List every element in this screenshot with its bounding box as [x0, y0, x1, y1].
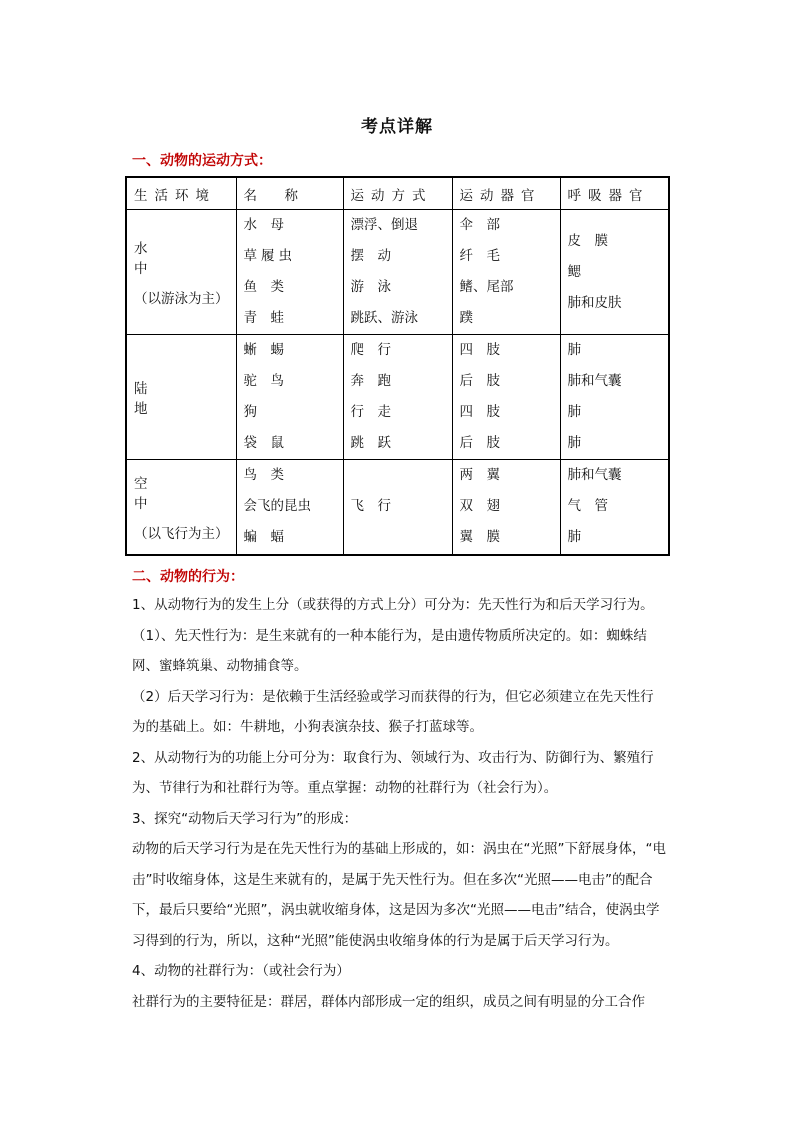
header-env: 生活环境 [126, 177, 236, 210]
breathing-organ: 肺 [567, 342, 581, 358]
organ: 四 肢 [459, 342, 500, 358]
animal-name: 鸟 类 [243, 467, 284, 484]
page-title: 考点详解 [361, 117, 433, 137]
movement: 漂浮、倒退 [350, 217, 418, 233]
animal-name: 鱼 类 [243, 279, 284, 295]
table-row-water [126, 210, 669, 335]
organ: 两 翼 [459, 467, 500, 484]
organ: 四 肢 [459, 404, 500, 420]
table-row-land [126, 335, 669, 460]
paragraph: 2、从动物行为的功能上分可分为：取食行为、领域行为、攻击行为、防御行为、繁殖行为、节律行为和社群行为等。重点掌握：动物的社群行为（社会行为）。 [132, 749, 654, 796]
movement: 游 泳 [350, 279, 391, 295]
names-cell [236, 335, 343, 460]
organ: 双 翅 [459, 498, 500, 515]
section-heading-motion: 一、动物的运动方式： [132, 153, 272, 169]
header-name: 名 称 [236, 177, 343, 210]
breathing-organ: 肺和皮肤 [567, 294, 622, 311]
breathing-organ: 鳃 [567, 263, 581, 280]
breathing-organ: 皮 膜 [567, 232, 608, 249]
organ: 纤 毛 [459, 248, 500, 264]
env-label: 空 中 [134, 475, 213, 512]
movement: 爬 行 [350, 342, 391, 358]
animal-name: 青 蛙 [243, 310, 284, 326]
organ: 蹼 [459, 310, 473, 326]
paragraph: 3、探究“动物后天学习行为”的形成： [132, 810, 358, 827]
paragraph: 社群行为的主要特征是：群居，群体内部形成一定的组织，成员之间有明显的分工合作 [132, 993, 645, 1010]
organ: 翼 膜 [459, 529, 500, 546]
names-cell [236, 210, 343, 335]
animal-name: 水 母 [243, 217, 284, 233]
movement: 跳跃、游泳 [350, 310, 418, 326]
movement: 飞 行 [350, 498, 391, 515]
animal-name: 草履虫 [243, 248, 296, 264]
behavior-body [132, 590, 666, 1017]
env-label: 陆 地 [134, 381, 213, 417]
animal-name: 蜥 蜴 [243, 342, 284, 358]
paragraph: （2）后天学习行为：是依赖于生活经验或学习而获得的行为，但它必须建立在先天性行为的基础上。如：牛耕地，小狗表演杂技、猴子打蓝球等。 [132, 688, 654, 735]
organ: 后 肢 [459, 435, 500, 451]
movement: 跳 跃 [350, 435, 391, 451]
env-cell [126, 210, 236, 335]
organ: 后 肢 [459, 373, 500, 389]
organs-cell [452, 335, 560, 460]
env-cell [126, 460, 236, 555]
organ: 伞 部 [459, 217, 500, 233]
animal-name: 狗 [243, 404, 257, 420]
names-cell [236, 460, 343, 555]
header-breathing: 呼吸器官 [560, 177, 669, 210]
movement: 奔 跑 [350, 373, 391, 389]
animal-name: 会飞的昆虫 [243, 498, 311, 515]
movements-cell [343, 210, 452, 335]
header-organ: 运动器官 [452, 177, 560, 210]
animal-name: 蝙 蝠 [243, 529, 284, 546]
breathing-organ: 肺和气囊 [567, 467, 622, 484]
movements-cell [343, 335, 452, 460]
header-movement: 运动方式 [343, 177, 452, 210]
section-heading-behavior: 二、动物的行为： [132, 569, 244, 585]
organs-cell [452, 210, 560, 335]
movement: 行 走 [350, 404, 391, 420]
motion-table [125, 176, 670, 556]
breathing-organ: 肺 [567, 529, 581, 546]
organ: 鳍、尾部 [459, 279, 514, 295]
paragraph: 1、从动物行为的发生上分（或获得的方式上分）可分为：先天性行为和后天学习行为。 [132, 597, 654, 613]
breathing-cell [560, 210, 669, 335]
movements-cell [343, 460, 452, 555]
paragraph: （1）、先天性行为：是生来就有的一种本能行为，是由遗传物质所决定的。如：蜘蛛结网、蜜蜂筑巢、动物捕食等。 [132, 627, 647, 674]
paragraph: 动物的后天学习行为是在先天性行为的基础上形成的，如：涡虫在“光照”下舒展身体，“电击”时收缩身体，这是生来就有的，是属于先天性行为。但在多次“光照——电击”的配合下，最后只要给“光照”，涡虫就收缩身体，这是因为多次“光照——电击”结合，使涡虫学习得到的行为，所以，这种“光照”能使涡虫收缩身体的行为是属于后天学习行为。 [132, 841, 666, 949]
breathing-organ: 肺 [567, 435, 581, 451]
env-cell [126, 335, 236, 460]
breathing-organ: 肺和气囊 [567, 373, 622, 389]
movement: 摆 动 [350, 248, 391, 264]
env-note: （以飞行为主） [134, 525, 229, 542]
breathing-organ: 气 管 [567, 498, 608, 515]
breathing-cell [560, 460, 669, 555]
breathing-organ: 肺 [567, 404, 581, 420]
breathing-cell [560, 335, 669, 460]
animal-name: 袋 鼠 [243, 435, 284, 451]
organs-cell [452, 460, 560, 555]
env-note: （以游泳为主） [134, 291, 229, 307]
animal-name: 驼 鸟 [243, 373, 284, 389]
table-header-row [126, 177, 669, 210]
table-row-air [126, 460, 669, 555]
paragraph: 4、动物的社群行为：（或社会行为） [132, 963, 350, 979]
env-label: 水 中 [134, 241, 213, 277]
